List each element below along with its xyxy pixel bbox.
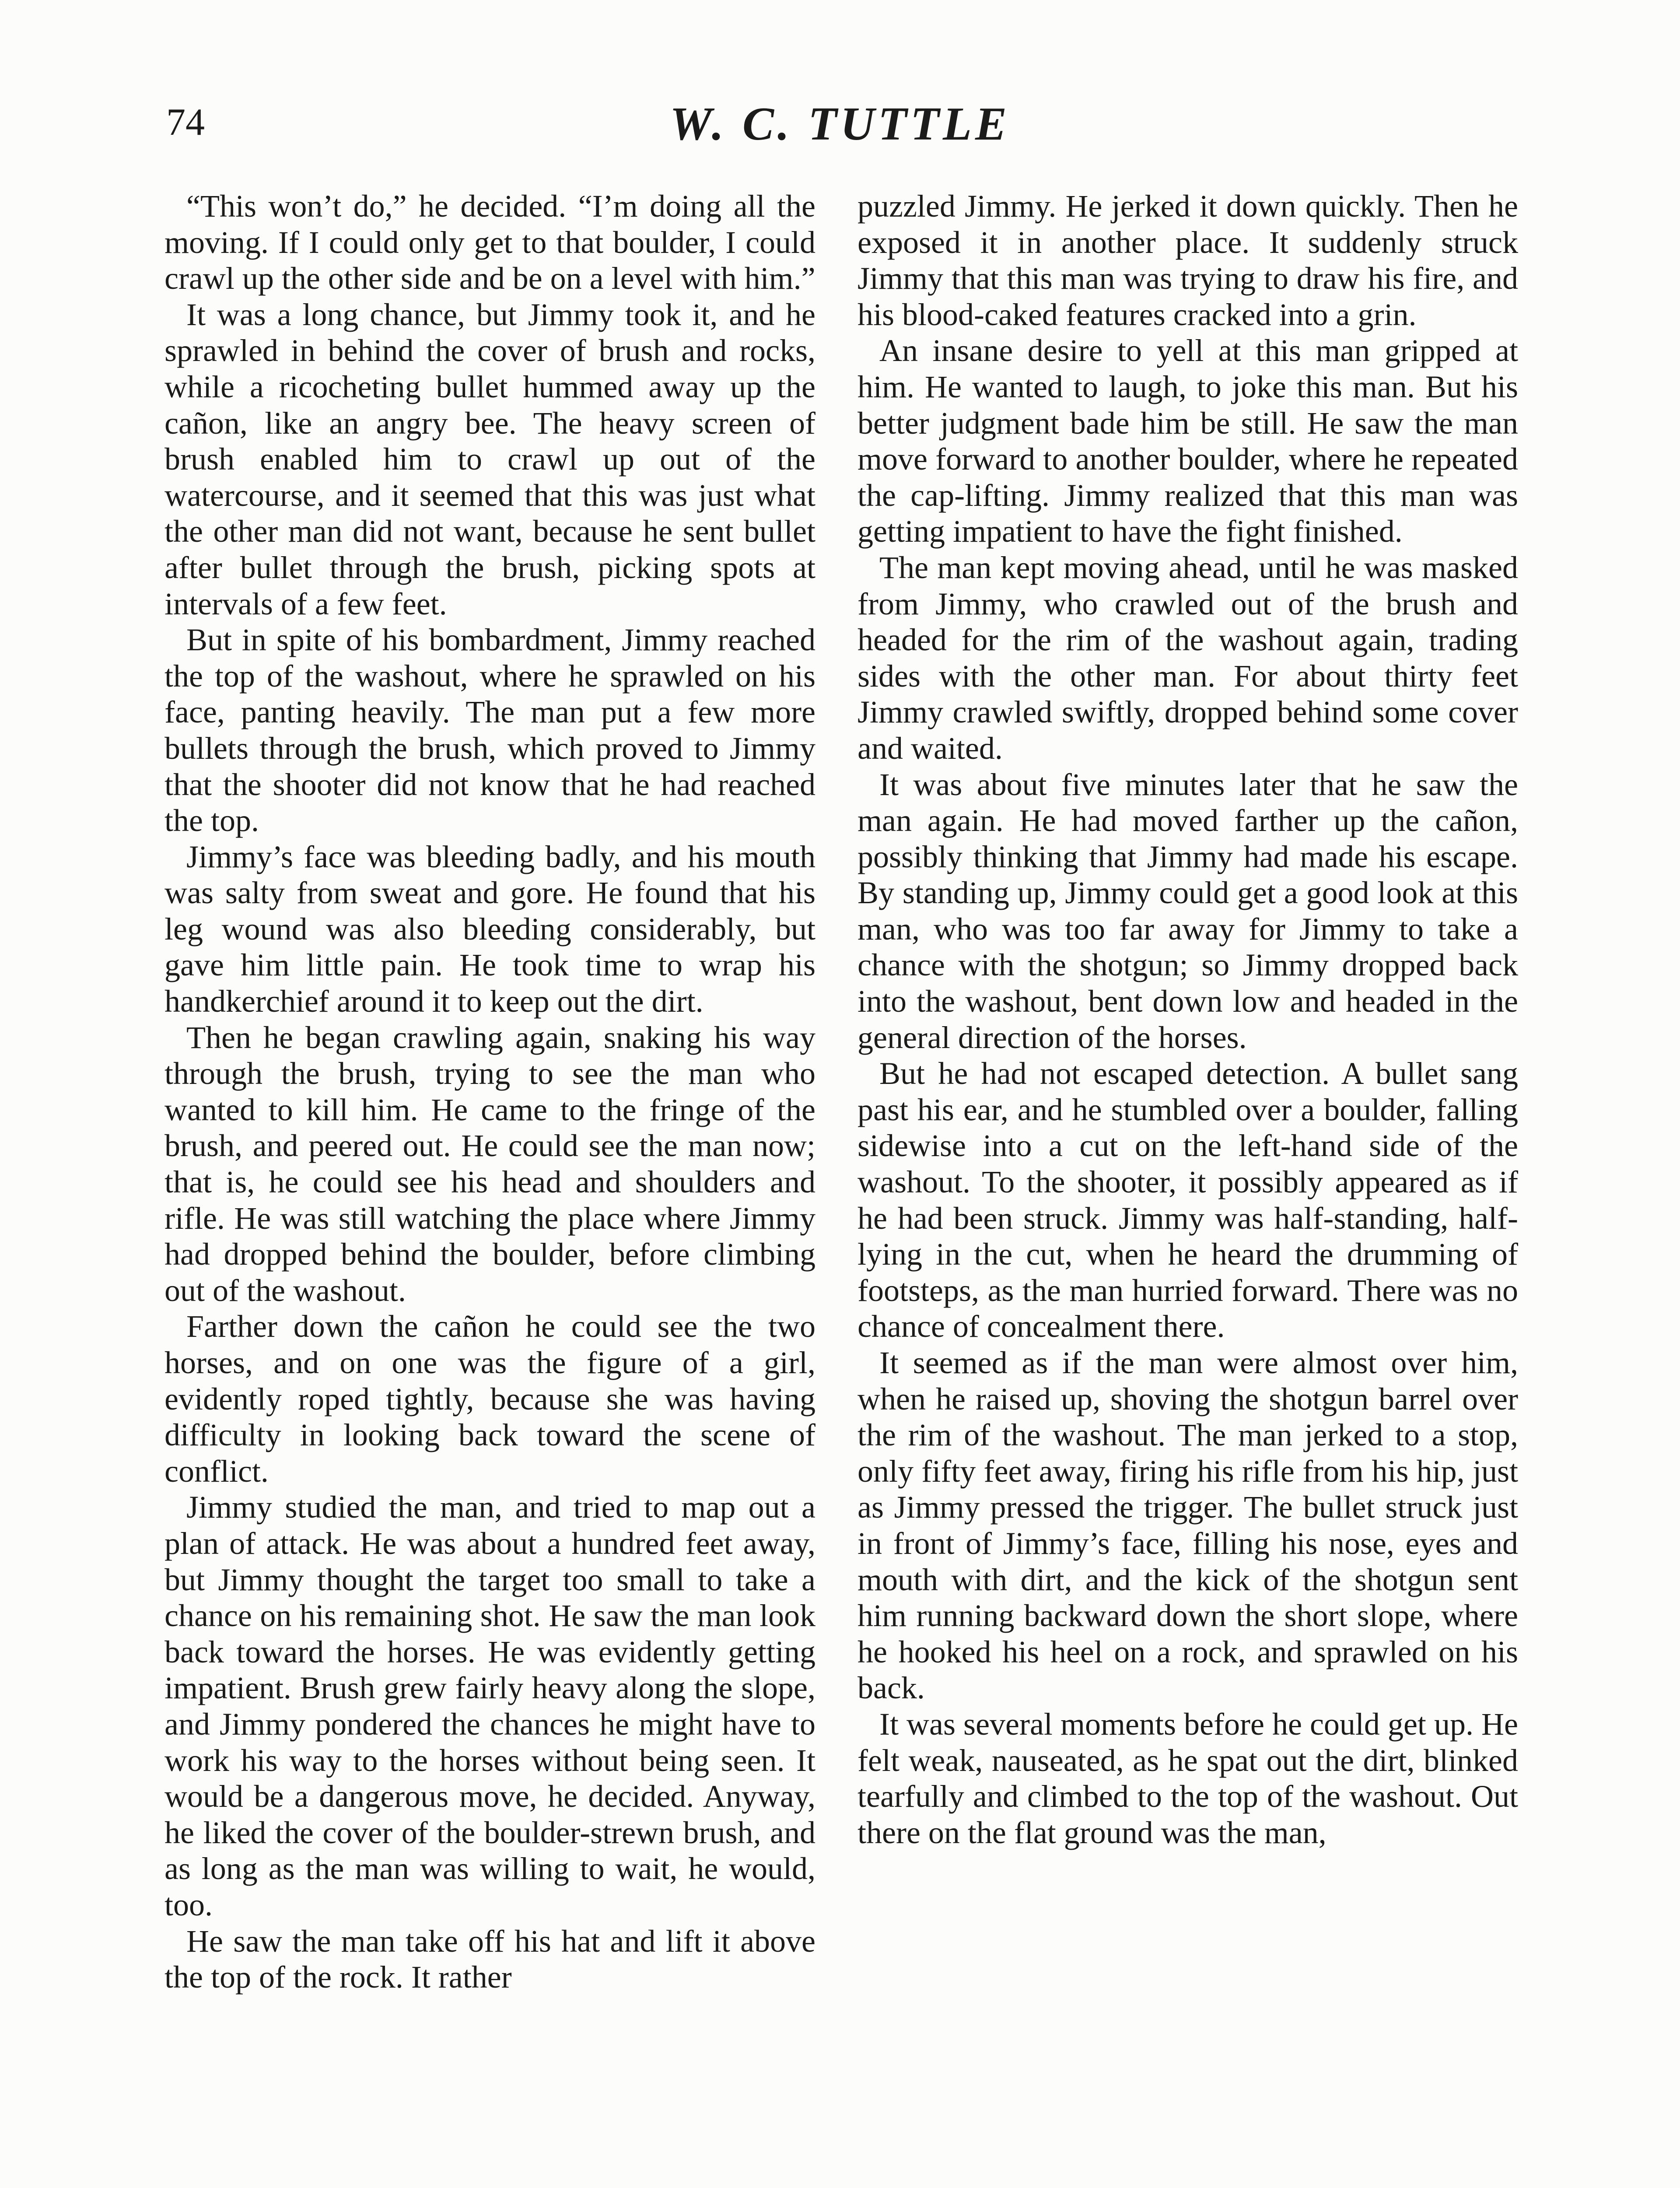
paragraph: It was several moments before he could get up. He felt weak, nauseated, as he spat out the dirt, blinked tearfully and climbed to the top of the washout. Out there on the flat ground was the man, [858, 1706, 1518, 1850]
paragraph: “This won’t do,” he decided. “I’m doing all the moving. If I could only get to that boulder, I could crawl up the other side and be on a level with him.” [164, 189, 816, 296]
paragraph: The man kept moving ahead, until he was masked from Jimmy, who crawled out of the brush and headed for the rim of the washout again, trading sides with the other man. For about thirty feet Jimmy crawled swiftly, dropped behind some cover and waited. [858, 550, 1518, 766]
paragraph: But in spite of his bombardment, Jimmy reached the top of the washout, where he sprawled on his face, panting heavily. The man put a few more bullets through the brush, which proved to Jimmy that the shooter did not know that he had reached the top. [164, 622, 816, 838]
running-head-author: W. C. TUTTLE [670, 98, 1010, 150]
paragraph: Farther down the cañon he could see the two horses, and on one was the figure of a girl, evidently roped tightly, because she was having difficulty in looking back toward the scene of conflict. [164, 1309, 816, 1489]
paragraph: He saw the man take off his hat and lift it above the top of the rock. It rather [164, 1923, 816, 1995]
paragraph: puzzled Jimmy. He jerked it down quickly. Then he exposed it in another place. It suddenly struck Jimmy that this man was trying to draw his fire, and his blood-caked features cracked into a grin. [858, 189, 1518, 332]
paragraph: Jimmy’s face was bleeding badly, and his mouth was salty from sweat and gore. He found that his leg wound was also bleeding considerably, but gave him little pain. He took time to wrap his handkerchief around it to keep out the dirt. [164, 839, 816, 1019]
paragraph: It was about five minutes later that he saw the man again. He had moved farther up the cañon, possibly thinking that Jimmy had made his escape. By standing up, Jimmy could get a good look at this man, who was too far away for Jimmy to take a chance with the shotgun; so Jimmy dropped back into the washout, bent down low and headed in the general direction of the horses. [858, 767, 1518, 1055]
paragraph: It was a long chance, but Jimmy took it, and he sprawled in behind the cover of brush and rocks, while a ricocheting bullet hummed away up the cañon, like an angry bee. The heavy screen of brush enabled him to crawl up out of the watercourse, and it seemed that this was just what the other man did not want, because he sent bullet after bullet through the brush, picking spots at intervals of a few feet. [164, 297, 816, 621]
paragraph: But he had not escaped detection. A bullet sang past his ear, and he stumbled over a boulder, falling sidewise into a cut on the left-hand side of the washout. To the shooter, it possibly appeared as if he had been struck. Jimmy was half-standing, half-lying in the cut, when he heard the drumming of footsteps, as the man hurried forward. There was no chance of concealment there. [858, 1056, 1518, 1344]
left-column [164, 188, 816, 1995]
paragraph: Jimmy studied the man, and tried to map out a plan of attack. He was about a hundred feet away, but Jimmy thought the target too small to take a chance on his remaining shot. He saw the man look back toward the horses. He was evidently getting impatient. Brush grew fairly heavy along the slope, and Jimmy pondered the chances he might have to work his way to the horses without being seen. It would be a dangerous move, he decided. Anyway, he liked the cover of the boulder-strewn brush, and as long as the man was willing to wait, he would, too. [164, 1490, 816, 1922]
right-column [858, 188, 1518, 1851]
paragraph: Then he began crawling again, snaking his way through the brush, trying to see the man who wanted to kill him. He came to the fringe of the brush, and peered out. He could see the man now; that is, he could see his head and shoulders and rifle. He was still watching the place where Jimmy had dropped behind the boulder, before climbing out of the washout. [164, 1020, 816, 1308]
page-number: 74 [166, 101, 205, 144]
paragraph: An insane desire to yell at this man gripped at him. He wanted to laugh, to joke this man. But his better judgment bade him be still. He saw the man move forward to another boulder, where he repeated the cap-lifting. Jimmy realized that this man was getting impatient to have the fight finished. [858, 333, 1518, 549]
paragraph: It seemed as if the man were almost over him, when he raised up, shoving the shotgun barrel over the rim of the washout. The man jerked to a stop, only fifty feet away, firing his rifle from his hip, just as Jimmy pressed the trigger. The bullet struck just in front of Jimmy’s face, filling his nose, eyes and mouth with dirt, and the kick of the shotgun sent him running backward down the short slope, where he hooked his heel on a rock, and sprawled on his back. [858, 1345, 1518, 1706]
